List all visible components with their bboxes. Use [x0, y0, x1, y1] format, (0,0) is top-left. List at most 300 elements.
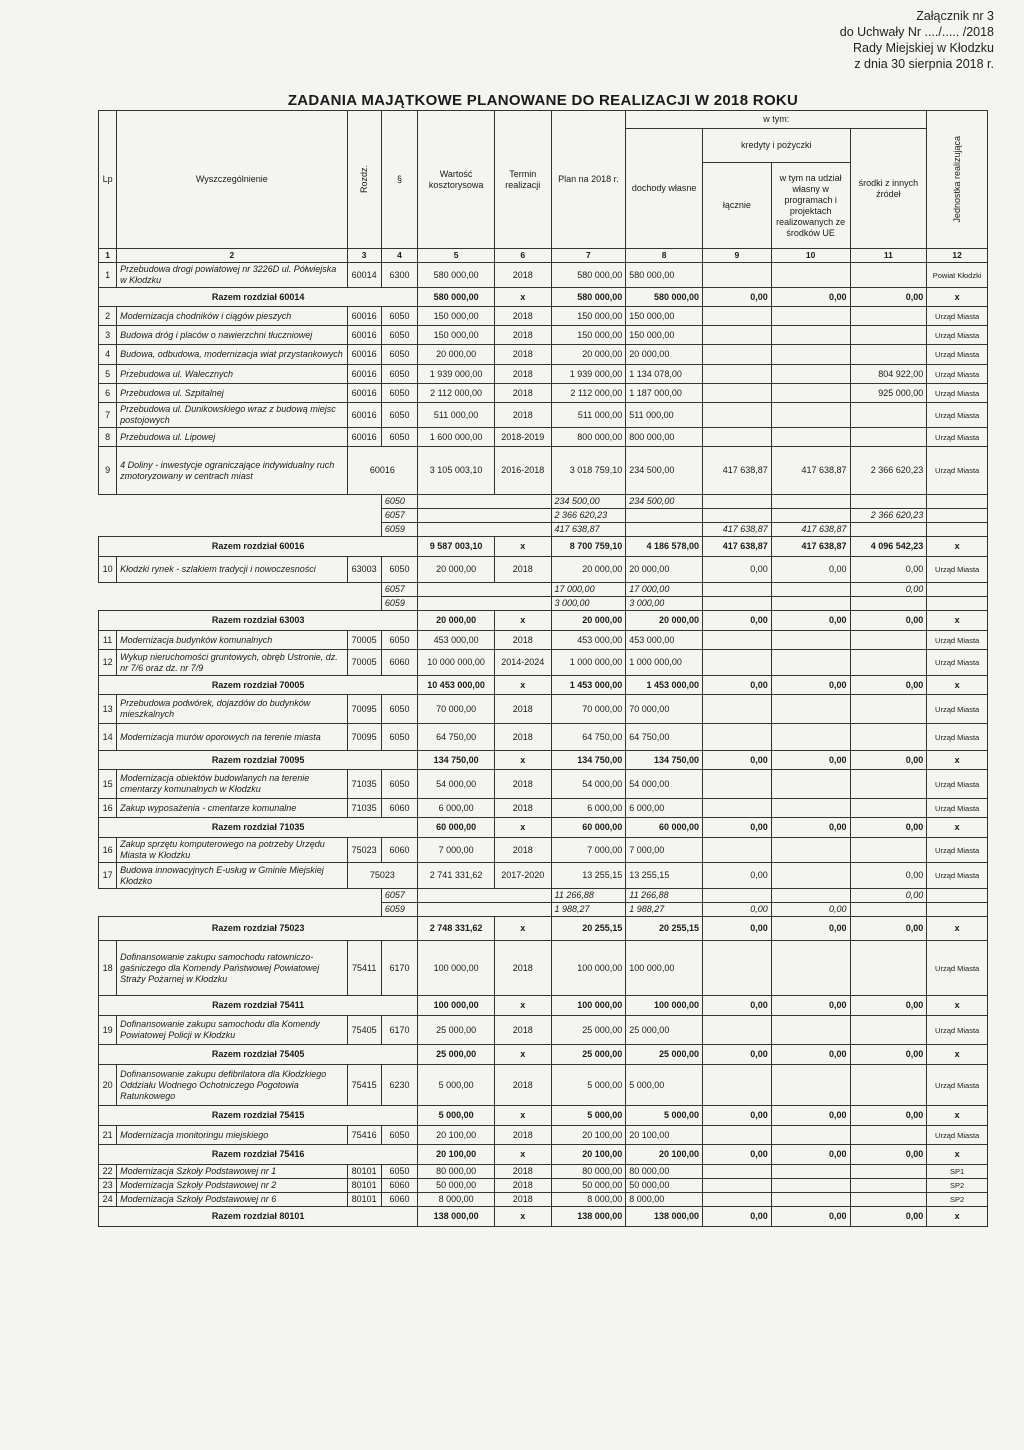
- row-termin: 2018: [494, 799, 551, 818]
- table-subrow: [99, 509, 988, 523]
- row-rozdz: 60016: [347, 384, 381, 403]
- sum-dochody: 580 000,00: [626, 288, 703, 307]
- row-termin: 2018: [494, 770, 551, 799]
- table-row: [99, 1126, 988, 1145]
- row-termin: 2017-2020: [494, 863, 551, 889]
- row-termin: 2018: [494, 326, 551, 345]
- row-srodki: [850, 326, 927, 345]
- sum-dochody: 138 000,00: [626, 1207, 703, 1227]
- sum-termin: x: [494, 611, 551, 631]
- row-rozdz: 60016: [347, 428, 381, 447]
- row-srodki: [850, 695, 927, 724]
- row-paragraf: 6300: [381, 263, 417, 288]
- row-lacznie: [703, 1179, 772, 1193]
- sum-srodki: 0,00: [850, 611, 927, 631]
- sum-srodki: 0,00: [850, 1207, 927, 1227]
- row-srodki: [850, 724, 927, 751]
- row-lacznie: [703, 1193, 772, 1207]
- col-header-termin: Termin realizacji: [494, 111, 551, 249]
- sum-srodki: 0,00: [850, 917, 927, 941]
- col-header-wartosc: Wartość kosztorysowa: [418, 111, 495, 249]
- col-number: 6: [494, 249, 551, 263]
- sum-udzial: 0,00: [771, 1207, 850, 1227]
- sum-lacznie: 0,00: [703, 917, 772, 941]
- row-dochody: 150 000,00: [626, 326, 703, 345]
- col-header-lacznie: łącznie: [703, 163, 772, 249]
- table-sum-row: [99, 537, 988, 557]
- row-jednostka: Urząd Miasta: [927, 631, 988, 650]
- attachment-line: Załącznik nr 3: [916, 9, 994, 23]
- sum-wartosc: 580 000,00: [418, 288, 495, 307]
- row-lp: 15: [99, 770, 117, 799]
- row-name: Dofinansowanie zakupu samochodu ratowniczo-gaśniczego dla Komendy Państwowej Powiatowej Straży Pożarnej w Kłodzku: [117, 941, 347, 996]
- subrow-srodki: 0,00: [850, 583, 927, 597]
- row-name: Modernizacja murów oporowych na terenie miasta: [117, 724, 347, 751]
- sum-jednostka: x: [927, 996, 988, 1016]
- row-lp: 12: [99, 650, 117, 676]
- row-termin: 2018: [494, 384, 551, 403]
- row-wartosc: 80 000,00: [418, 1165, 495, 1179]
- row-srodki: [850, 263, 927, 288]
- subrow-dochody: 11 266,88: [626, 889, 703, 903]
- row-lp: 2: [99, 307, 117, 326]
- sum-dochody: 60 000,00: [626, 818, 703, 838]
- row-termin: 2018: [494, 1165, 551, 1179]
- row-paragraf: 6050: [381, 695, 417, 724]
- sum-termin: x: [494, 1045, 551, 1065]
- subrow-blank: [99, 509, 382, 523]
- sum-label: Razem rozdział 75415: [99, 1106, 418, 1126]
- sum-termin: x: [494, 1106, 551, 1126]
- row-srodki: [850, 631, 927, 650]
- row-jednostka: Urząd Miasta: [927, 695, 988, 724]
- row-rozdz: 70005: [347, 650, 381, 676]
- row-name: Przebudowa ul. Lipowej: [117, 428, 347, 447]
- row-plan: 150 000,00: [551, 307, 626, 326]
- table-subrow: [99, 523, 988, 537]
- row-lp: 16: [99, 838, 117, 863]
- row-wartosc: 5 000,00: [418, 1065, 495, 1106]
- row-udzial: [771, 1065, 850, 1106]
- subrow-plan: 3 000,00: [551, 597, 626, 611]
- sum-lacznie: 0,00: [703, 996, 772, 1016]
- subrow-lacznie: [703, 597, 772, 611]
- col-number: 9: [703, 249, 772, 263]
- row-srodki: [850, 1065, 927, 1106]
- row-lp: 8: [99, 428, 117, 447]
- sum-label: Razem rozdział 70095: [99, 751, 418, 770]
- row-srodki: [850, 307, 927, 326]
- subrow-blank: [99, 495, 382, 509]
- sum-jednostka: x: [927, 1145, 988, 1165]
- sum-wartosc: 138 000,00: [418, 1207, 495, 1227]
- sum-label: Razem rozdział 70005: [99, 676, 418, 695]
- row-termin: 2018: [494, 403, 551, 428]
- table-row: [99, 1016, 988, 1045]
- table-row: [99, 263, 988, 288]
- row-dochody: 511 000,00: [626, 403, 703, 428]
- row-wartosc: 10 000 000,00: [418, 650, 495, 676]
- row-paragraf: 6050: [381, 345, 417, 365]
- row-termin: 2018: [494, 1065, 551, 1106]
- sum-plan: 1 453 000,00: [551, 676, 626, 695]
- subrow-blank: [418, 495, 551, 509]
- row-name: Przebudowa podwórek, dojazdów do budynków mieszkalnych: [117, 695, 347, 724]
- subrow-udzial: [771, 583, 850, 597]
- subrow-paragraf: 6057: [381, 583, 417, 597]
- row-udzial: [771, 326, 850, 345]
- sum-jednostka: x: [927, 537, 988, 557]
- row-paragraf: 6060: [381, 1179, 417, 1193]
- sum-udzial: 0,00: [771, 1106, 850, 1126]
- subrow-blank: [418, 523, 551, 537]
- sum-wartosc: 100 000,00: [418, 996, 495, 1016]
- row-name: Kłodzki rynek - szlakiem tradycji i nowoczesności: [117, 557, 347, 583]
- subrow-blank: [927, 903, 988, 917]
- table-row: [99, 384, 988, 403]
- row-lacznie: 417 638,87: [703, 447, 772, 495]
- row-wartosc: 150 000,00: [418, 307, 495, 326]
- subrow-srodki: [850, 495, 927, 509]
- col-header-lp: Lp: [99, 111, 117, 249]
- table-row: [99, 799, 988, 818]
- row-dochody: 13 255,15: [626, 863, 703, 889]
- row-plan: 20 000,00: [551, 345, 626, 365]
- sum-srodki: 4 096 542,23: [850, 537, 927, 557]
- table-row: [99, 326, 988, 345]
- row-srodki: [850, 1193, 927, 1207]
- row-rozdz: 75405: [347, 1016, 381, 1045]
- row-paragraf: 6060: [381, 838, 417, 863]
- row-jednostka: Urząd Miasta: [927, 1065, 988, 1106]
- sum-lacznie: 0,00: [703, 1145, 772, 1165]
- sum-srodki: 0,00: [850, 1106, 927, 1126]
- row-jednostka: Urząd Miasta: [927, 1126, 988, 1145]
- col-header-rozdz-label: Rozdz.: [358, 165, 369, 194]
- attachment-note: [840, 8, 994, 72]
- table-row: [99, 403, 988, 428]
- row-srodki: 0,00: [850, 863, 927, 889]
- sum-wartosc: 60 000,00: [418, 818, 495, 838]
- row-dochody: 1 187 000,00: [626, 384, 703, 403]
- subrow-blank: [418, 597, 551, 611]
- table-row: [99, 724, 988, 751]
- table-row: [99, 345, 988, 365]
- table-sum-row: [99, 1207, 988, 1227]
- subrow-dochody: [626, 509, 703, 523]
- row-lp: 17: [99, 863, 117, 889]
- subrow-srodki: 2 366 620,23: [850, 509, 927, 523]
- row-paragraf: 6060: [381, 650, 417, 676]
- row-name: Dofinansowanie zakupu samochodu dla Komendy Powiatowej Policji w Kłodzku: [117, 1016, 347, 1045]
- subrow-plan: 11 266,88: [551, 889, 626, 903]
- row-name: Przebudowa ul. Walecznych: [117, 365, 347, 384]
- table-row: [99, 557, 988, 583]
- row-jednostka: Urząd Miasta: [927, 799, 988, 818]
- row-wartosc: 3 105 003,10: [418, 447, 495, 495]
- sum-dochody: 20 255,15: [626, 917, 703, 941]
- row-termin: 2014-2024: [494, 650, 551, 676]
- row-lacznie: [703, 650, 772, 676]
- table-row: [99, 365, 988, 384]
- row-udzial: [771, 345, 850, 365]
- row-srodki: [850, 1165, 927, 1179]
- table-sum-row: [99, 676, 988, 695]
- row-rozdz: 75411: [347, 941, 381, 996]
- row-udzial: [771, 1165, 850, 1179]
- row-name: Zakup sprzętu komputerowego na potrzeby Urzędu Miasta w Kłodzku: [117, 838, 347, 863]
- sum-udzial: 0,00: [771, 611, 850, 631]
- row-name: Modernizacja monitoringu miejskiego: [117, 1126, 347, 1145]
- sum-dochody: 5 000,00: [626, 1106, 703, 1126]
- row-jednostka: Urząd Miasta: [927, 447, 988, 495]
- table-row: [99, 1065, 988, 1106]
- row-rozdz: 60016: [347, 403, 381, 428]
- sum-wartosc: 10 453 000,00: [418, 676, 495, 695]
- sum-lacznie: 0,00: [703, 1106, 772, 1126]
- row-lp: 4: [99, 345, 117, 365]
- sum-dochody: 20 000,00: [626, 611, 703, 631]
- row-rozdz: 70095: [347, 724, 381, 751]
- row-plan: 580 000,00: [551, 263, 626, 288]
- row-plan: 6 000,00: [551, 799, 626, 818]
- row-udzial: [771, 838, 850, 863]
- sum-lacznie: 0,00: [703, 288, 772, 307]
- sum-jednostka: x: [927, 818, 988, 838]
- row-dochody: 453 000,00: [626, 631, 703, 650]
- col-number: 4: [381, 249, 417, 263]
- row-udzial: [771, 263, 850, 288]
- row-dochody: 64 750,00: [626, 724, 703, 751]
- row-dochody: 7 000,00: [626, 838, 703, 863]
- row-lp: 16: [99, 799, 117, 818]
- row-dochody: 5 000,00: [626, 1065, 703, 1106]
- row-jednostka: SP2: [927, 1193, 988, 1207]
- table-sum-row: [99, 1106, 988, 1126]
- row-srodki: 925 000,00: [850, 384, 927, 403]
- sum-wartosc: 134 750,00: [418, 751, 495, 770]
- row-rozdz: 80101: [347, 1179, 381, 1193]
- row-paragraf: 6050: [381, 384, 417, 403]
- row-plan: 54 000,00: [551, 770, 626, 799]
- subrow-blank: [927, 597, 988, 611]
- row-jednostka: Urząd Miasta: [927, 1016, 988, 1045]
- attachment-line: z dnia 30 sierpnia 2018 r.: [854, 57, 994, 71]
- col-header-paragraf: §: [381, 111, 417, 249]
- row-paragraf: 6050: [381, 428, 417, 447]
- sum-plan: 20 100,00: [551, 1145, 626, 1165]
- sum-label: Razem rozdział 60014: [99, 288, 418, 307]
- sum-wartosc: 20 100,00: [418, 1145, 495, 1165]
- row-lacznie: [703, 770, 772, 799]
- row-name: Budowa dróg i placów o nawierzchni tłuczniowej: [117, 326, 347, 345]
- row-srodki: [850, 1016, 927, 1045]
- row-udzial: [771, 941, 850, 996]
- row-termin: 2018: [494, 345, 551, 365]
- sum-wartosc: 20 000,00: [418, 611, 495, 631]
- sum-termin: x: [494, 917, 551, 941]
- row-plan: 453 000,00: [551, 631, 626, 650]
- sum-jednostka: x: [927, 1207, 988, 1227]
- row-lacznie: [703, 263, 772, 288]
- col-header-rozdz: [347, 111, 381, 249]
- sum-label: Razem rozdział 75411: [99, 996, 418, 1016]
- row-wartosc: 580 000,00: [418, 263, 495, 288]
- row-paragraf: 6050: [381, 326, 417, 345]
- row-lp: 9: [99, 447, 117, 495]
- row-srodki: [850, 428, 927, 447]
- row-lacznie: [703, 838, 772, 863]
- row-rozdz: 60016: [347, 345, 381, 365]
- investment-table: [98, 110, 988, 1227]
- row-rozdz: 60016: [347, 447, 418, 495]
- subrow-dochody: 3 000,00: [626, 597, 703, 611]
- row-plan: 25 000,00: [551, 1016, 626, 1045]
- row-lp: 13: [99, 695, 117, 724]
- row-name: Dofinansowanie zakupu defibrilatora dla Kłodzkiego Oddziału Wodnego Ochotniczego Pogotowia Ratunkowego: [117, 1065, 347, 1106]
- row-jednostka: Urząd Miasta: [927, 863, 988, 889]
- sum-wartosc: 25 000,00: [418, 1045, 495, 1065]
- sum-plan: 20 000,00: [551, 611, 626, 631]
- row-dochody: 100 000,00: [626, 941, 703, 996]
- subrow-udzial: 0,00: [771, 903, 850, 917]
- subrow-blank: [99, 889, 382, 903]
- row-termin: 2018: [494, 1126, 551, 1145]
- subrow-blank: [99, 583, 382, 597]
- sum-dochody: 134 750,00: [626, 751, 703, 770]
- sum-lacznie: 0,00: [703, 611, 772, 631]
- row-lacznie: 0,00: [703, 557, 772, 583]
- row-jednostka: Urząd Miasta: [927, 365, 988, 384]
- row-dochody: 234 500,00: [626, 447, 703, 495]
- subrow-blank: [418, 889, 551, 903]
- table-row: [99, 631, 988, 650]
- row-paragraf: 6050: [381, 1126, 417, 1145]
- sum-udzial: 0,00: [771, 751, 850, 770]
- row-srodki: [850, 770, 927, 799]
- row-lacznie: [703, 345, 772, 365]
- subrow-plan: 417 638,87: [551, 523, 626, 537]
- row-paragraf: 6050: [381, 1165, 417, 1179]
- row-lp: 6: [99, 384, 117, 403]
- subrow-paragraf: 6059: [381, 597, 417, 611]
- row-plan: 1 000 000,00: [551, 650, 626, 676]
- sum-plan: 100 000,00: [551, 996, 626, 1016]
- row-lacznie: [703, 1165, 772, 1179]
- table-row: [99, 695, 988, 724]
- sum-udzial: 0,00: [771, 1145, 850, 1165]
- row-termin: 2018: [494, 1193, 551, 1207]
- table-subrow: [99, 583, 988, 597]
- subrow-blank: [418, 903, 551, 917]
- row-srodki: [850, 799, 927, 818]
- row-paragraf: 6170: [381, 941, 417, 996]
- subrow-blank: [927, 509, 988, 523]
- subrow-plan: 1 988,27: [551, 903, 626, 917]
- sum-label: Razem rozdział 75405: [99, 1045, 418, 1065]
- sum-wartosc: 5 000,00: [418, 1106, 495, 1126]
- row-paragraf: 6050: [381, 403, 417, 428]
- row-plan: 50 000,00: [551, 1179, 626, 1193]
- row-termin: 2018: [494, 838, 551, 863]
- attachment-line: do Uchwały Nr ..../..... /2018: [839, 25, 994, 39]
- table-sum-row: [99, 996, 988, 1016]
- table-row: [99, 1165, 988, 1179]
- row-lacznie: [703, 365, 772, 384]
- row-wartosc: 6 000,00: [418, 799, 495, 818]
- subrow-udzial: [771, 509, 850, 523]
- table-row: [99, 941, 988, 996]
- sum-udzial: 0,00: [771, 917, 850, 941]
- document-title: ZADANIA MAJĄTKOWE PLANOWANE DO REALIZACJI W 2018 ROKU: [287, 92, 799, 109]
- sum-plan: 8 700 759,10: [551, 537, 626, 557]
- row-srodki: [850, 650, 927, 676]
- row-jednostka: Powiat Kłodzki: [927, 263, 988, 288]
- col-header-wyszczegolnienie: Wyszczególnienie: [117, 111, 347, 249]
- row-name: Modernizacja Szkoły Podstawowej nr 2: [117, 1179, 347, 1193]
- row-udzial: [771, 724, 850, 751]
- row-termin: 2018: [494, 557, 551, 583]
- row-name: Budowa, odbudowa, modernizacja wiat przystankowych: [117, 345, 347, 365]
- row-udzial: [771, 650, 850, 676]
- row-name: 4 Doliny - inwestycje ograniczające indywidualny ruch zmotoryzowany w centrach miast: [117, 447, 347, 495]
- subrow-srodki: [850, 523, 927, 537]
- sum-udzial: 0,00: [771, 818, 850, 838]
- row-dochody: 50 000,00: [626, 1179, 703, 1193]
- row-udzial: [771, 631, 850, 650]
- col-header-jednostka: [927, 111, 988, 249]
- row-dochody: 800 000,00: [626, 428, 703, 447]
- row-termin: 2018: [494, 1179, 551, 1193]
- row-plan: 64 750,00: [551, 724, 626, 751]
- row-jednostka: SP1: [927, 1165, 988, 1179]
- row-udzial: [771, 799, 850, 818]
- sum-lacznie: 0,00: [703, 818, 772, 838]
- row-termin: 2018: [494, 724, 551, 751]
- row-lacznie: [703, 428, 772, 447]
- table-sum-row: [99, 1045, 988, 1065]
- sum-jednostka: x: [927, 751, 988, 770]
- row-lacznie: [703, 799, 772, 818]
- sum-plan: 580 000,00: [551, 288, 626, 307]
- row-lacznie: [703, 1065, 772, 1106]
- sum-dochody: 100 000,00: [626, 996, 703, 1016]
- sum-plan: 60 000,00: [551, 818, 626, 838]
- row-name: Modernizacja Szkoły Podstawowej nr 6: [117, 1193, 347, 1207]
- col-header-kredyty: kredyty i pożyczki: [703, 129, 850, 163]
- sum-termin: x: [494, 1145, 551, 1165]
- row-srodki: [850, 838, 927, 863]
- sum-dochody: 20 100,00: [626, 1145, 703, 1165]
- row-lp: 14: [99, 724, 117, 751]
- subrow-blank: [99, 597, 382, 611]
- sum-srodki: 0,00: [850, 751, 927, 770]
- row-udzial: [771, 307, 850, 326]
- row-lacznie: [703, 307, 772, 326]
- sum-lacznie: 0,00: [703, 676, 772, 695]
- row-rozdz: 71035: [347, 770, 381, 799]
- col-number: 11: [850, 249, 927, 263]
- row-rozdz: 63003: [347, 557, 381, 583]
- row-paragraf: 6050: [381, 557, 417, 583]
- row-paragraf: 6060: [381, 1193, 417, 1207]
- row-wartosc: 511 000,00: [418, 403, 495, 428]
- table-row: [99, 1179, 988, 1193]
- row-termin: 2018: [494, 941, 551, 996]
- row-lacznie: [703, 695, 772, 724]
- col-header-w-tym: w tym:: [626, 111, 927, 129]
- row-wartosc: 20 000,00: [418, 557, 495, 583]
